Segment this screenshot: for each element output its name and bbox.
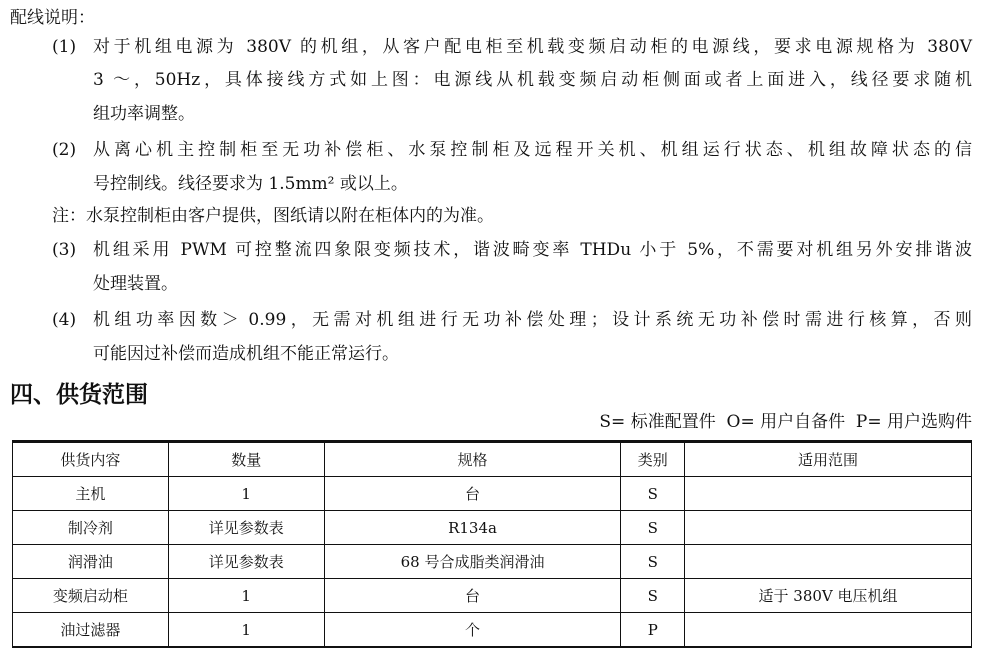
item-1-line-2: 3 ～，50Hz，具体接线方式如上图：电源线从机载变频启动柜侧面或者上面进入，线径要求随机 xyxy=(93,70,972,90)
table-cell: 主机 xyxy=(13,477,169,511)
table-row xyxy=(13,579,972,613)
supply-table xyxy=(12,440,972,648)
header-cell: 规格 xyxy=(324,442,621,477)
table-cell xyxy=(685,545,972,579)
table-cell xyxy=(685,477,972,511)
table-cell xyxy=(685,613,972,648)
item-1-num: (1) xyxy=(52,37,77,57)
table-cell: R134a xyxy=(324,511,621,545)
wiring-intro: 配线说明： xyxy=(10,8,95,28)
item-2-line-2: 号控制线。线径要求为 1.5mm² 或以上。 xyxy=(93,174,408,194)
table-cell: S xyxy=(621,511,685,545)
category-legend: S= 标准配置件 O= 用户自备件 P= 用户选购件 xyxy=(599,412,972,432)
table-row xyxy=(13,511,972,545)
table-row xyxy=(13,613,972,648)
item-3-num: (3) xyxy=(52,240,77,260)
header-cell: 供货内容 xyxy=(13,442,169,477)
table-cell: 1 xyxy=(168,613,324,648)
table-cell: 台 xyxy=(324,579,621,613)
note: 注：水泵控制柜由客户提供，图纸请以附在柜体内的为准。 xyxy=(52,206,494,226)
table-cell: S xyxy=(621,579,685,613)
table-cell: 台 xyxy=(324,477,621,511)
table-row xyxy=(13,477,972,511)
header-cell: 类别 xyxy=(621,442,685,477)
table-cell: 详见参数表 xyxy=(168,545,324,579)
table-cell xyxy=(685,511,972,545)
section-title: 四、供货范围 xyxy=(10,382,148,408)
item-3-line-2: 处理装置。 xyxy=(93,274,178,294)
table-cell: P xyxy=(621,613,685,648)
table-cell: 油过滤器 xyxy=(13,613,169,648)
table-cell: 个 xyxy=(324,613,621,648)
table-cell: 1 xyxy=(168,477,324,511)
table-row xyxy=(13,545,972,579)
table-cell: 变频启动柜 xyxy=(13,579,169,613)
item-2-num: (2) xyxy=(52,140,77,160)
header-cell: 适用范围 xyxy=(685,442,972,477)
item-4-line-2: 可能因过补偿而造成机组不能正常运行。 xyxy=(93,344,399,364)
table-cell: 1 xyxy=(168,579,324,613)
item-1-line-3: 组功率调整。 xyxy=(93,104,195,124)
table-cell: 润滑油 xyxy=(13,545,169,579)
table-cell: S xyxy=(621,477,685,511)
table-cell: 详见参数表 xyxy=(168,511,324,545)
item-4-num: (4) xyxy=(52,310,77,330)
item-1-line-1: 对于机组电源为 380V 的机组，从客户配电柜至机载变频启动柜的电源线，要求电源规格为 380V xyxy=(93,37,972,57)
table-cell: S xyxy=(621,545,685,579)
table-cell: 68 号合成脂类润滑油 xyxy=(324,545,621,579)
table-cell: 制冷剂 xyxy=(13,511,169,545)
item-2-line-1: 从离心机主控制柜至无功补偿柜、水泵控制柜及远程开关机、机组运行状态、机组故障状态的信 xyxy=(93,140,972,160)
item-4-line-1: 机组功率因数＞ 0.99，无需对机组进行无功补偿处理；设计系统无功补偿时需进行核算，否则 xyxy=(93,310,972,330)
item-3-line-1: 机组采用 PWM 可控整流四象限变频技术，谐波畸变率 THDu 小于 5%，不需要对机组另外安排谐波 xyxy=(93,240,972,260)
table-cell: 适于 380V 电压机组 xyxy=(685,579,972,613)
table-header-row xyxy=(13,442,972,477)
header-cell: 数量 xyxy=(168,442,324,477)
